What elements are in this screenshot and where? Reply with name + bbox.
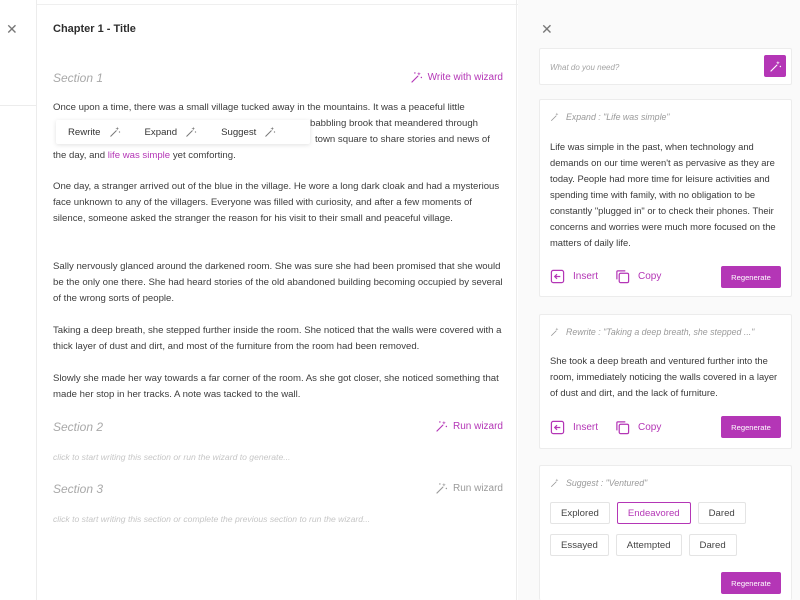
- rewrite-button[interactable]: [56, 120, 133, 144]
- paragraph-5[interactable]: Slowly she made her way towards a far corner of the room. As she got closer, she noticed something that made her stop in her tracks. A note was tacked to the wall.: [53, 373, 499, 400]
- prompt-input[interactable]: [550, 59, 750, 75]
- prompt-box: [539, 48, 792, 85]
- magic-wand-icon: [264, 126, 276, 138]
- selected-text-highlight[interactable]: life was simple: [107, 150, 171, 161]
- insert-label: Insert: [573, 271, 599, 282]
- magic-wand-icon: [435, 420, 448, 433]
- generate-button[interactable]: [764, 55, 786, 77]
- suggestion-chip[interactable]: Essayed: [550, 534, 609, 556]
- section-title[interactable]: Section 1: [53, 71, 104, 85]
- text-run: yet comforting.: [170, 150, 236, 161]
- suggestion-chip[interactable]: Explored: [550, 502, 610, 524]
- paragraph-line: [53, 148, 503, 164]
- run-wizard-button-disabled[interactable]: [435, 482, 503, 495]
- card-heading-text: Suggest : "Ventured": [566, 478, 648, 488]
- insert-button[interactable]: [550, 269, 598, 284]
- suggestion-row: [550, 502, 785, 524]
- paragraph-line: Once upon a time, there was a small village tucked away in the mountains. It was a peaceful little: [53, 102, 465, 113]
- section-title[interactable]: Section 2: [53, 420, 104, 434]
- suggest-result-card: [539, 465, 792, 600]
- section-2-header: [53, 420, 503, 440]
- copy-label: Copy: [638, 271, 662, 282]
- copy-label: Copy: [638, 422, 662, 433]
- divider: [0, 105, 36, 106]
- paragraph-2[interactable]: One day, a stranger arrived out of the blue in the village. He wore a long dark cloak and had a mysterious face unknown to any of the villagers. Everyone was filled with curiosity, and after a few moments of silence, someone asked the stranger the reason for his visit to their small and peaceful village.: [53, 181, 500, 224]
- paragraph-line: town square to share stories and news of: [315, 134, 490, 145]
- copy-button[interactable]: [615, 269, 661, 284]
- suggestion-chip[interactable]: Attempted: [616, 534, 682, 556]
- close-icon[interactable]: ✕: [6, 21, 18, 37]
- section-title[interactable]: Section 3: [53, 482, 104, 496]
- write-with-wizard-label: Write with wizard: [427, 72, 503, 83]
- rewrite-label: Rewrite: [68, 126, 101, 138]
- write-with-wizard-button[interactable]: [410, 71, 503, 84]
- editor: [37, 0, 517, 600]
- close-icon[interactable]: ✕: [541, 21, 553, 37]
- run-wizard-label: Run wizard: [452, 421, 503, 432]
- section-3-header: [53, 482, 503, 502]
- magic-wand-icon: [550, 112, 560, 122]
- paragraph-line: babbling brook that meandered through: [310, 118, 479, 129]
- card-heading-text: Expand : "Life was simple": [566, 112, 670, 122]
- run-wizard-button[interactable]: [435, 420, 503, 433]
- card-body-text: She took a deep breath and ventured further into the room, immediately noticing the walls covered in a layer of dust and dirt, and the lack of furniture.: [550, 355, 778, 398]
- insert-icon: [550, 420, 565, 435]
- card-body-text: Life was simple in the past, when technology and demands on our time weren't as pervasive as they are today. People had more time for leisure activities and spending time with family, with no obligation to be constantly "plugged in" or to check their phones. Their concerns and worries were much more focused on the matters of daily life.: [550, 141, 776, 248]
- text-run: the day, and: [53, 150, 108, 161]
- suggestion-row: [550, 534, 785, 556]
- expand-label: Expand: [144, 126, 178, 138]
- magic-wand-icon: [109, 126, 121, 138]
- suggestion-chip-selected[interactable]: Endeavored: [617, 502, 691, 524]
- magic-wand-icon: [769, 60, 782, 73]
- suggest-label: Suggest: [221, 126, 257, 138]
- expand-result-card: [539, 99, 792, 297]
- paragraph-3[interactable]: Sally nervously glanced around the darkened room. She was sure she had been promised that she would be the only one there. She had heard stories of the old abandoned building becoming occupied by several of the wrong sorts of people.: [53, 261, 503, 304]
- suggestion-chip[interactable]: Dared: [698, 502, 746, 524]
- copy-icon: [615, 420, 630, 435]
- expand-button[interactable]: [133, 120, 210, 144]
- insert-icon: [550, 269, 565, 284]
- copy-icon: [615, 269, 630, 284]
- card-heading: [550, 112, 670, 122]
- regenerate-button[interactable]: Regenerate: [721, 572, 781, 594]
- magic-wand-icon: [410, 71, 423, 84]
- run-wizard-label: Run wizard: [452, 483, 503, 494]
- magic-wand-icon: [185, 126, 197, 138]
- paragraph-4[interactable]: Taking a deep breath, she stepped further inside the room. She noticed that the walls were covered with a thick layer of dust and dirt, and most of the furniture from the room had been removed.: [53, 325, 502, 352]
- suggest-button[interactable]: [209, 120, 288, 144]
- regenerate-button[interactable]: Regenerate: [721, 416, 781, 438]
- insert-label: Insert: [573, 422, 599, 433]
- rewrite-result-card: [539, 314, 792, 449]
- magic-wand-icon: [550, 327, 560, 337]
- copy-button[interactable]: [615, 420, 661, 435]
- section-1-header: [53, 71, 503, 91]
- card-heading: [550, 478, 647, 488]
- wizard-panel: [518, 0, 800, 600]
- card-heading: [550, 327, 754, 337]
- suggestion-chip[interactable]: Dared: [689, 534, 737, 556]
- magic-wand-icon: [550, 478, 560, 488]
- card-heading-text: Rewrite : "Taking a deep breath, she stepped ...": [566, 327, 755, 337]
- magic-wand-icon: [435, 482, 448, 495]
- selection-toolbar: [56, 120, 310, 144]
- chapter-title[interactable]: Chapter 1 - Title: [53, 23, 136, 35]
- left-collapsed-panel: [0, 0, 37, 600]
- section-3-placeholder[interactable]: click to start writing this section or complete the previous section to run the wizard...: [53, 514, 371, 524]
- regenerate-button[interactable]: Regenerate: [721, 266, 781, 288]
- section-2-placeholder[interactable]: click to start writing this section or run the wizard to generate...: [53, 452, 291, 462]
- insert-button[interactable]: [550, 420, 598, 435]
